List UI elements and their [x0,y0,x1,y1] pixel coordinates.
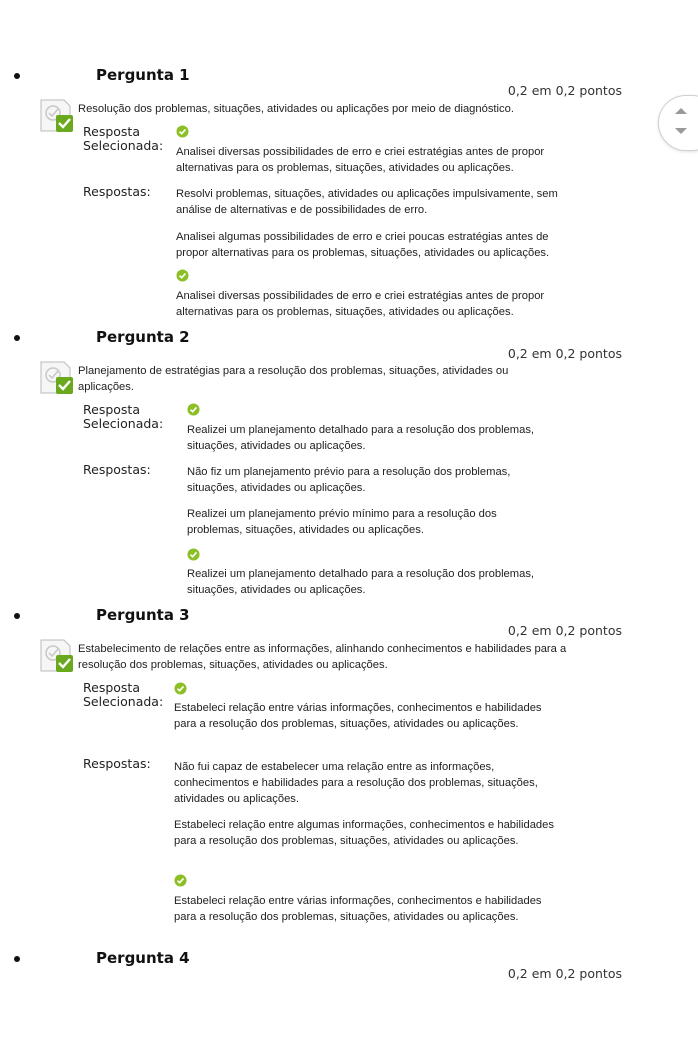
answer-option: Realizei um planejamento prévio mínimo para a resolução dos problemas, situações, atividades ou aplicações. [187,508,497,536]
answers-label: Respostas: [83,184,151,199]
answer-option-correct: Analisei diversas possibilidades de erro e criei estratégias antes de propor alternativas para os problemas, situações, atividades ou aplicações. [176,290,545,318]
answer-option: Estabeleci relação entre algumas informações, conhecimentos e habilidades para a resolução dos problemas, situações, atividades ou aplicações. [174,819,554,847]
answer-option: Não fiz um planejamento prévio para a resolução dos problemas, situações, atividades ou aplicações. [187,466,511,494]
question-title: Pergunta 3 [96,606,190,624]
question-points: 0,2 em 0,2 pontos [507,966,622,981]
checkmark-document-icon [40,639,74,673]
selected-answer: Estabeleci relação entre várias informações, conhecimentos e habilidades para a resolução dos problemas, situações, atividades ou aplicações. [174,702,542,730]
list-bullet [14,335,20,341]
checkmark-document-icon [40,361,74,395]
answers-label: Respostas: [83,462,151,477]
answers-label: Respostas: [83,756,151,771]
question-text: Resolução dos problemas, situações, atividades ou aplicações por meio de diagnóstico. [78,103,514,115]
list-bullet [14,956,20,962]
check-circle-icon [176,125,189,138]
question-text: Estabelecimento de relações entre as informações, alinhando conhecimentos e habilidades para a resolução dos problemas, situações, atividades ou aplicações. [78,643,567,671]
answer-option-correct: Realizei um planejamento detalhado para a resolução dos problemas, situações, atividades ou aplicações. [187,568,535,596]
question-points: 0,2 em 0,2 pontos [507,346,622,361]
answer-option: Não fui capaz de estabelecer uma relação entre as informações, conhecimentos e habilidades para a resolução dos problemas, situações, atividades ou aplicações. [174,761,538,805]
selected-answer-label: Resposta Selecionada: [83,402,164,431]
chevron-down-icon[interactable] [673,126,689,136]
check-circle-icon [174,874,187,887]
selected-answer-label: Resposta Selecionada: [83,680,164,709]
question-text: Planejamento de estratégias para a resolução dos problemas, situações, atividades ou aplicações. [78,365,509,393]
selected-answer-label: Resposta Selecionada: [83,124,164,153]
chevron-up-icon[interactable] [673,106,689,116]
check-circle-icon [187,403,200,416]
selected-answer: Realizei um planejamento detalhado para a resolução dos problemas, situações, atividades ou aplicações. [187,424,535,452]
answer-option: Resolvi problemas, situações, atividades ou aplicações impulsivamente, sem análise de alternativas e de possibilidades de erro. [176,188,558,216]
question-points: 0,2 em 0,2 pontos [507,623,622,638]
scroll-control[interactable] [658,95,698,151]
question-title: Pergunta 2 [96,328,190,346]
selected-answer: Analisei diversas possibilidades de erro e criei estratégias antes de propor alternativas para os problemas, situações, atividades ou aplicações. [176,146,545,174]
check-circle-icon [187,548,200,561]
question-points: 0,2 em 0,2 pontos [507,83,622,98]
check-circle-icon [174,682,187,695]
check-circle-icon [176,269,189,282]
question-title: Pergunta 4 [96,949,190,967]
answer-option-correct: Estabeleci relação entre várias informações, conhecimentos e habilidades para a resolução dos problemas, situações, atividades ou aplicações. [174,895,542,923]
list-bullet [14,73,20,79]
question-title: Pergunta 1 [96,66,190,84]
checkmark-document-icon [40,99,74,133]
list-bullet [14,613,20,619]
answer-option: Analisei algumas possibilidades de erro e criei poucas estratégias antes de propor alternativas para os problemas, situações, atividades ou aplicações. [176,231,550,259]
